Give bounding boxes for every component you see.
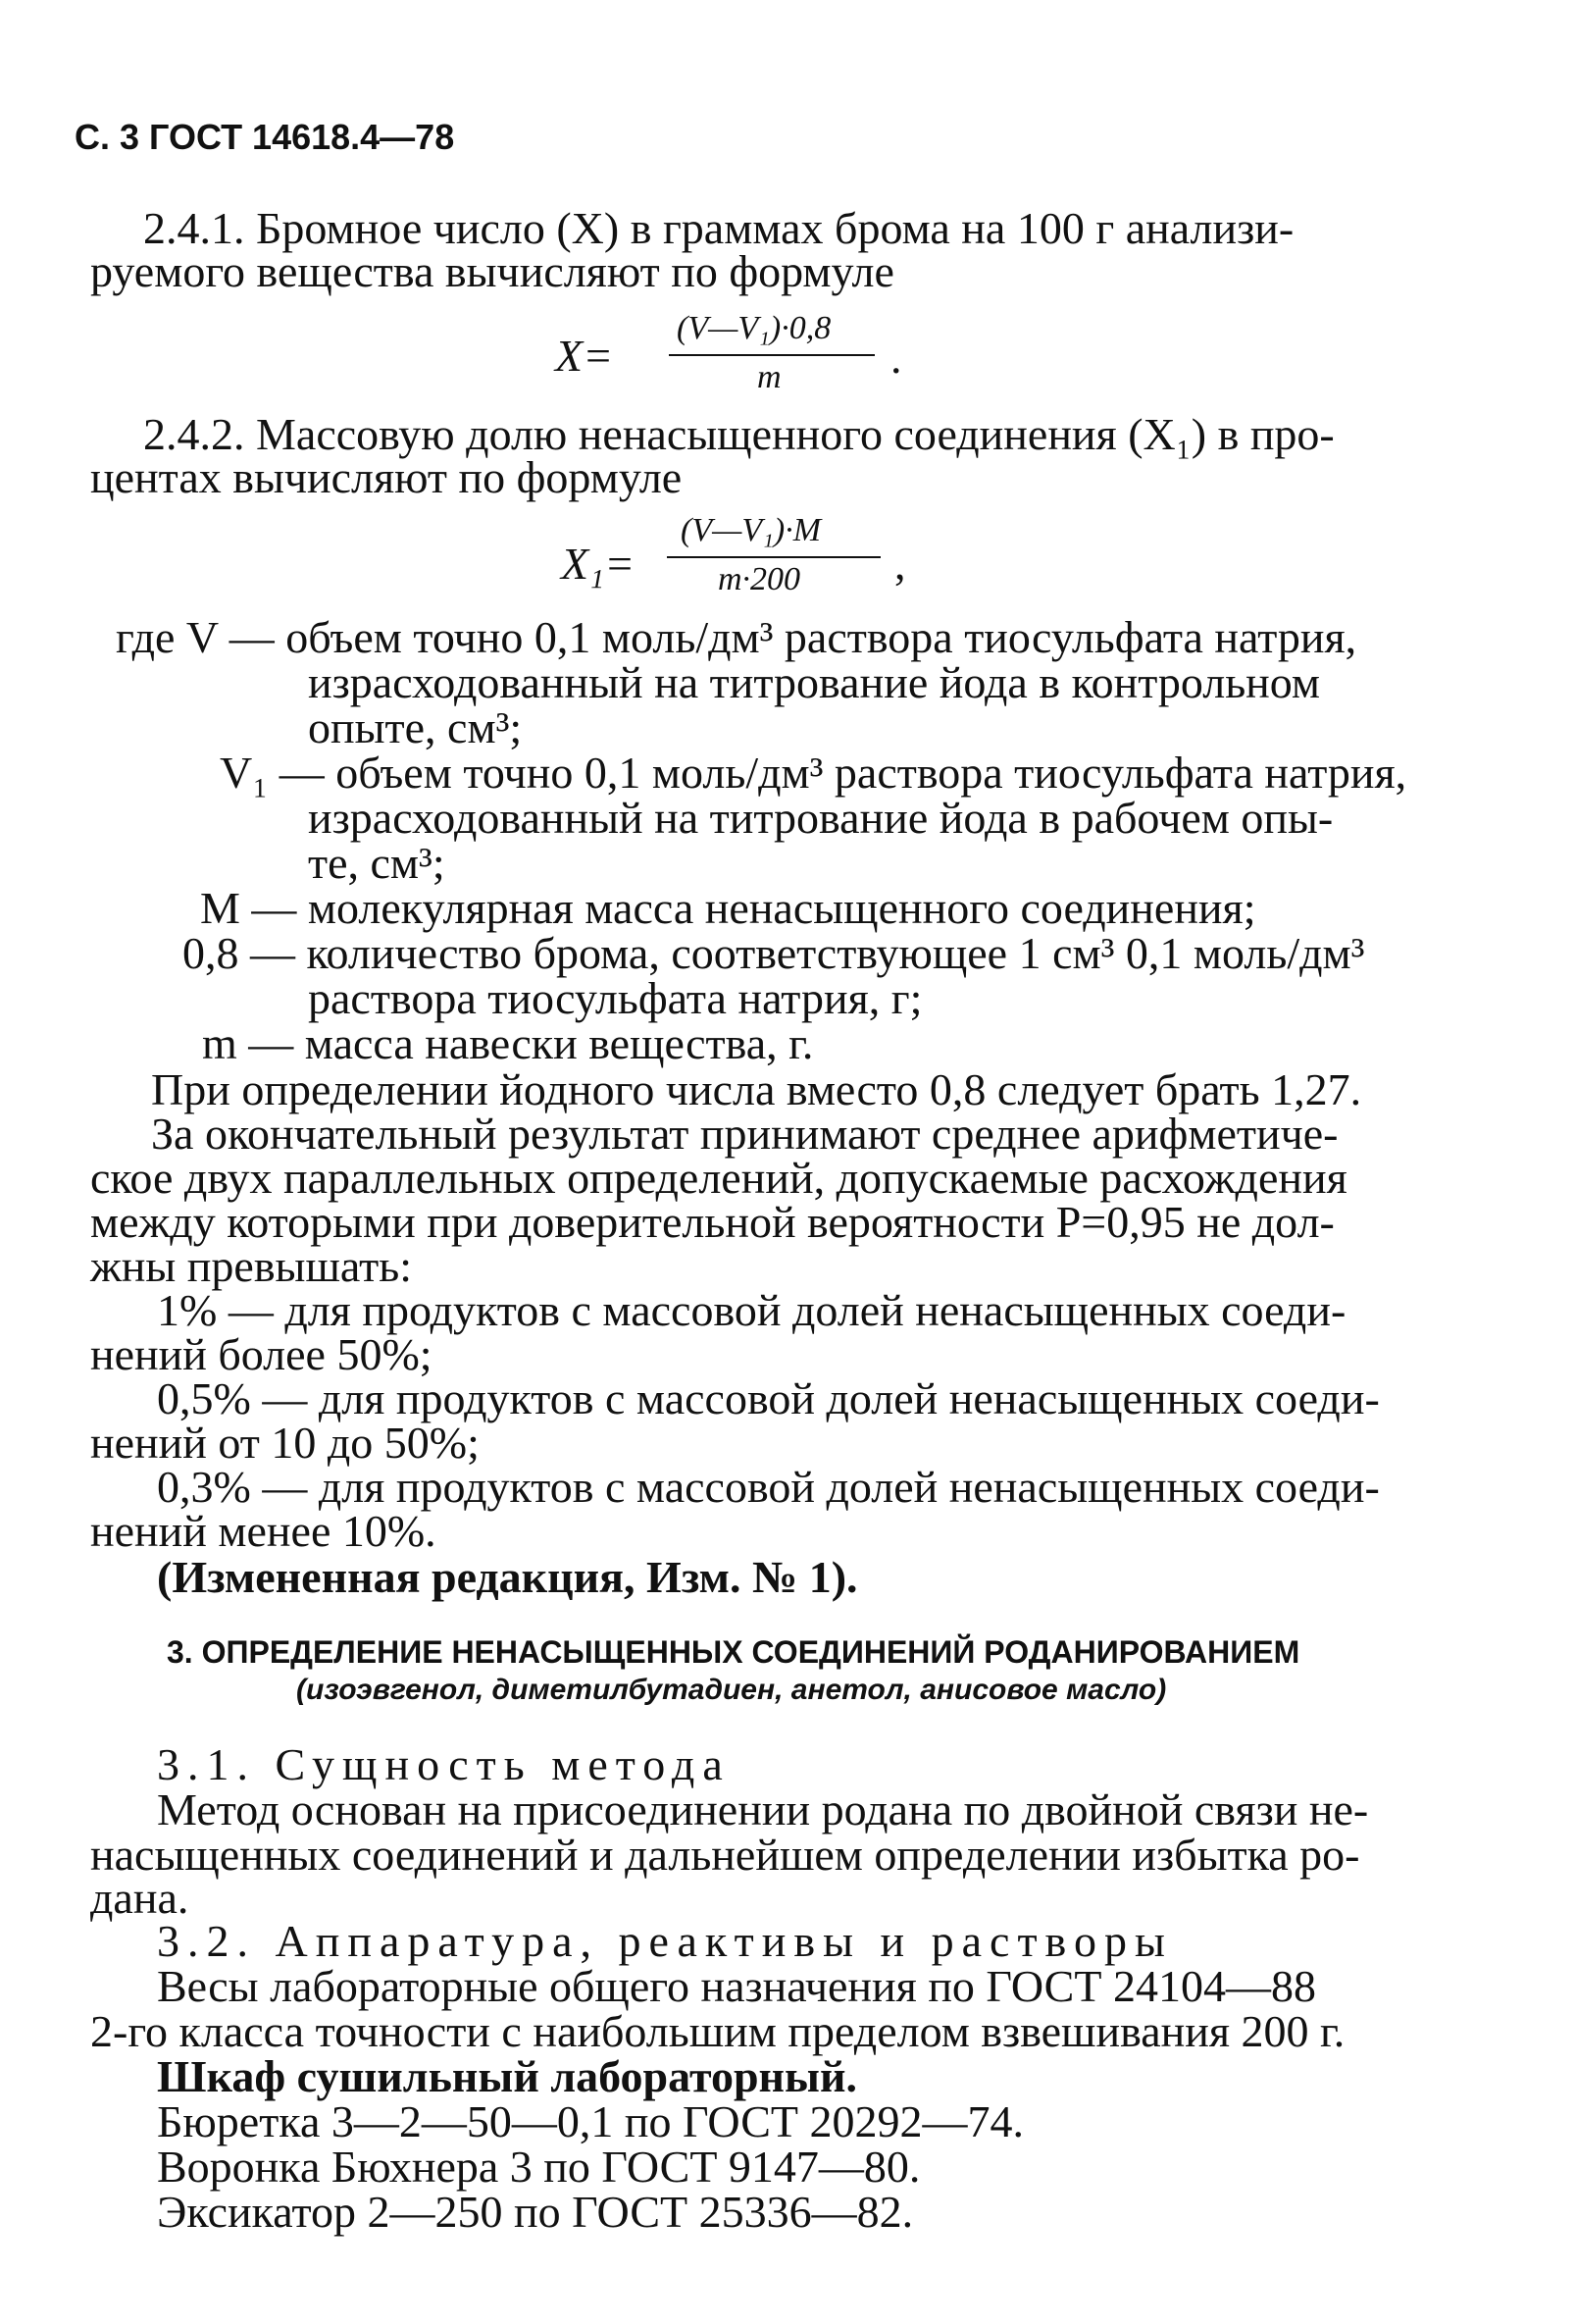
body-line: При определении йодного числа вместо 0,8 следует брать 1,27. [151,1064,1362,1114]
equipment-line: Бюретка 3—2—50—0,1 по ГОСТ 20292—74. [157,2096,1024,2146]
formula-punctuation: , [894,539,906,589]
formula-lhs: X= [555,331,614,381]
legend-line: 0,8 — количество брома, соответствующее 1 см³ 0,1 моль/дм³ [182,928,1365,978]
body-line: нений более 50%; [90,1329,432,1379]
legend-line: m — масса навески вещества, г. [202,1018,814,1068]
equipment-line: Шкаф сушильный лабораторный. [157,2051,857,2101]
fraction-bar [667,556,881,558]
legend-line: где V — объем точно 0,1 моль/дм³ раствора тиосульфата натрия, [116,612,1357,662]
section-3-1-line: насыщенных соединений и дальнейшем определении избытка ро- [90,1830,1360,1880]
legend-line: израсходованный на титрование йода в контрольном [308,657,1321,707]
legend-line: опыте, см³; [308,702,523,752]
formula-denominator: m [757,359,782,395]
body-line: жны превышать: [90,1241,412,1291]
equipment-line: Эксикатор 2—250 по ГОСТ 25336—82. [157,2187,914,2237]
body-line: между которыми при доверительной вероятности P=0,95 не дол- [90,1197,1335,1247]
legend-line: израсходованный на титрование йода в рабочем опы- [308,793,1334,843]
formula-lhs: X₁= [561,539,635,589]
body-line: 1% — для продуктов с массовой долей ненасыщенных соеди- [157,1285,1346,1335]
formula-numerator: (V—V₁)·M [681,512,822,548]
section-3-title: 3. ОПРЕДЕЛЕНИЕ НЕНАСЫЩЕННЫХ СОЕДИНЕНИЙ РОДАНИРОВАНИЕМ [167,1634,1300,1670]
section-3-2-heading: 3.2. Аппаратура, реактивы и растворы [157,1916,1173,1966]
legend-line: раствора тиосульфата натрия, г; [308,973,923,1023]
formula-numerator: (V—V₁)·0,8 [677,310,832,346]
formula-punctuation: . [890,333,902,383]
paragraph-2-4-2-line: 2.4.2. Массовую долю ненасыщенного соединения (X₁) в про- [143,409,1335,459]
body-line: нений от 10 до 50%; [90,1418,480,1468]
equipment-line: Весы лабораторные общего назначения по ГОСТ 24104—88 [157,1961,1316,2011]
equipment-line: 2-го класса точности с наибольшим пределом взвешивания 200 г. [90,2006,1346,2056]
equipment-line: Воронка Бюхнера 3 по ГОСТ 9147—80. [157,2142,921,2192]
page-header: С. 3 ГОСТ 14618.4—78 [75,117,455,157]
body-line: 0,3% — для продуктов с массовой долей ненасыщенных соеди- [157,1462,1380,1512]
paragraph-2-4-1-line: руемого вещества вычисляют по формуле [90,246,894,296]
body-line: За окончательный результат принимают среднее арифметиче- [151,1109,1339,1159]
section-3-subtitle: (изоэвгенол, диметилбутадиен, анетол, анисовое масло) [296,1674,1167,1706]
legend-line: те, см³; [308,838,445,888]
amendment-note: (Измененная редакция, Изм. № 1). [157,1552,858,1602]
paragraph-2-4-1-line: 2.4.1. Бромное число (X) в граммах брома на 100 г анализи- [143,203,1295,253]
formula-denominator: m·200 [718,561,801,597]
section-3-1-line: Метод основан на присоединении родана по двойной связи не- [157,1784,1369,1834]
body-line: нений менее 10%. [90,1506,436,1556]
section-3-1-heading: 3.1. Сущность метода [157,1739,731,1789]
body-line: ское двух параллельных определений, допускаемые расхождения [90,1153,1347,1203]
fraction-bar [669,354,875,356]
body-line: 0,5% — для продуктов с массовой долей ненасыщенных соеди- [157,1373,1380,1423]
paragraph-2-4-2-line: центах вычисляют по формуле [90,452,683,502]
legend-line: M — молекулярная масса ненасыщенного соединения; [200,883,1256,933]
legend-line: V₁ — объем точно 0,1 моль/дм³ раствора тиосульфата натрия, [220,748,1407,798]
section-3-1-line: дана. [90,1873,189,1923]
